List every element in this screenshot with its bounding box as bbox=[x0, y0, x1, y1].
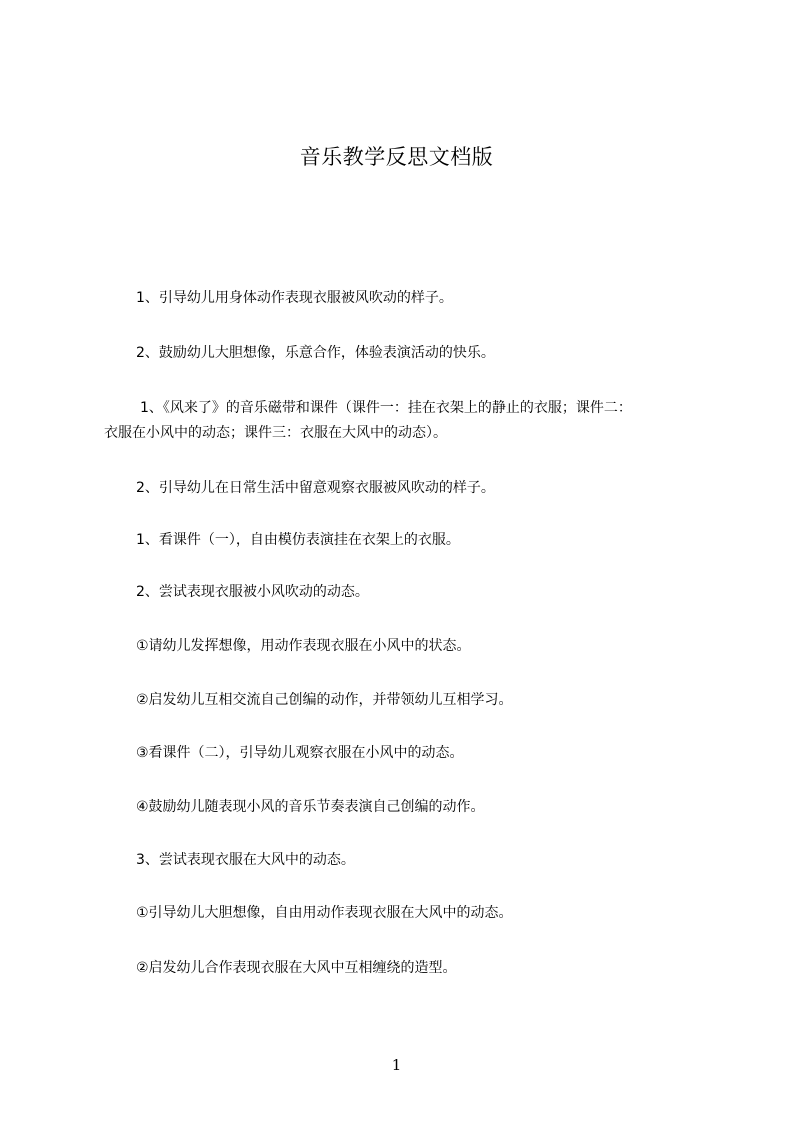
paragraph-continuation bbox=[104, 421, 704, 446]
page-number: 1 bbox=[391, 1056, 402, 1074]
document-title: 音乐教学反思文档版 bbox=[299, 145, 494, 169]
paragraph-text: 衣服在小风中的动态；课件三：衣服在大风中的动态）。 bbox=[104, 425, 447, 441]
paragraph bbox=[104, 634, 704, 659]
paragraph-text: ①引导幼儿大胆想像，自由用动作表现衣服在大风中的动态。 bbox=[136, 905, 513, 921]
paragraph bbox=[104, 956, 704, 981]
paragraph-text: 2、尝试表现衣服被小风吹动的动态。 bbox=[136, 584, 369, 600]
paragraph-text: ②启发幼儿互相交流自己创编的动作，并带领幼儿互相学习。 bbox=[136, 692, 513, 708]
paragraph bbox=[104, 396, 704, 421]
paragraph-text: 2、鼓励幼儿大胆想像，乐意合作，体验表演活动的快乐。 bbox=[136, 345, 495, 361]
paragraph bbox=[104, 901, 704, 926]
paragraph-text: 1、看课件（一），自由模仿表演挂在衣架上的衣服。 bbox=[136, 532, 460, 548]
paragraph bbox=[104, 795, 704, 820]
paragraph-text: 1、《风来了》的音乐磁带和课件（课件一：挂在衣架上的静止的衣服；课件二： bbox=[140, 400, 632, 416]
paragraph bbox=[104, 476, 704, 501]
paragraph bbox=[104, 688, 704, 713]
paragraph bbox=[104, 580, 704, 605]
paragraph bbox=[104, 848, 704, 873]
paragraph bbox=[104, 286, 704, 311]
paragraph-text: 1、引导幼儿用身体动作表现衣服被风吹动的样子。 bbox=[136, 290, 453, 306]
paragraph-text: ②启发幼儿合作表现衣服在大风中互相缠绕的造型。 bbox=[136, 960, 457, 976]
paragraph-text: 3、尝试表现衣服在大风中的动态。 bbox=[136, 852, 355, 868]
paragraph bbox=[104, 341, 704, 366]
paragraph-text: ①请幼儿发挥想像，用动作表现衣服在小风中的状态。 bbox=[136, 638, 471, 654]
paragraph bbox=[104, 741, 704, 766]
paragraph-text: ③看课件（二），引导幼儿观察衣服在小风中的动态。 bbox=[136, 745, 464, 761]
paragraph-text: 2、引导幼儿在日常生活中留意观察衣服被风吹动的样子。 bbox=[136, 480, 495, 496]
paragraph bbox=[104, 528, 704, 553]
paragraph-text: ④鼓励幼儿随表现小风的音乐节奏表演自己创编的动作。 bbox=[136, 799, 485, 815]
